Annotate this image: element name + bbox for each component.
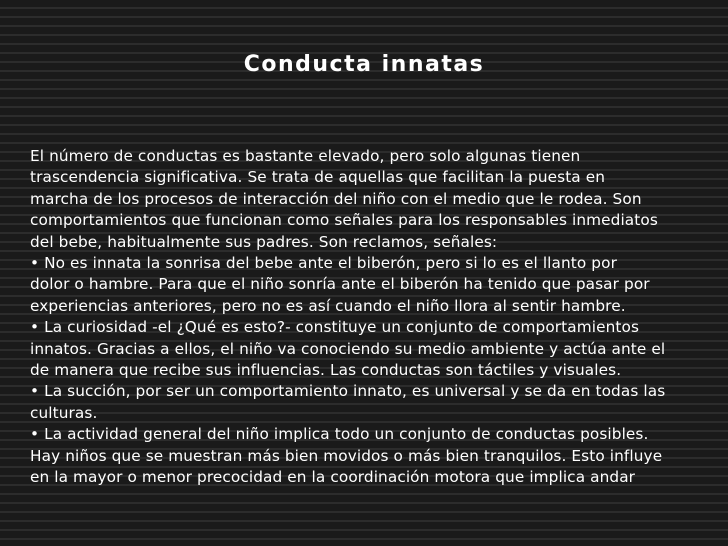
slide-body xyxy=(30,146,722,489)
body-line: • La curiosidad -el ¿Qué es esto?- constituye un conjunto de comportamientos xyxy=(30,318,640,337)
body-line: comportamientos que funcionan como señales para los responsables inmediatos xyxy=(30,211,658,230)
body-line: experiencias anteriores, pero no es así cuando el niño llora al sentir hambre. xyxy=(30,296,626,315)
body-line: • La succión, por ser un comportamiento innato, es universal y se da en todas las xyxy=(30,382,666,401)
body-line: • La actividad general del niño implica todo un conjunto de conductas posibles. xyxy=(30,425,649,444)
body-line: culturas. xyxy=(30,403,98,422)
body-line: trascendencia significativa. Se trata de aquellas que facilitan la puesta en xyxy=(30,168,606,187)
body-line: del bebe, habitualmente sus padres. Son reclamos, señales: xyxy=(30,232,498,251)
body-line: en la mayor o menor precocidad en la coordinación motora que implica andar xyxy=(30,468,636,487)
body-line: de manera que recibe sus influencias. Las conductas son táctiles y visuales. xyxy=(30,361,622,380)
body-line: dolor o hambre. Para que el niño sonría ante el biberón ha tenido que pasar por xyxy=(30,275,650,294)
slide-title: Conducta innatas xyxy=(243,52,485,77)
body-line: Hay niños que se muestran más bien movidos o más bien tranquilos. Esto influye xyxy=(30,446,663,465)
body-line: marcha de los procesos de interacción del niño con el medio que le rodea. Son xyxy=(30,189,642,208)
body-line: • No es innata la sonrisa del bebe ante el biberón, pero si lo es el llanto por xyxy=(30,254,617,273)
body-line: El número de conductas es bastante elevado, pero solo algunas tienen xyxy=(30,147,581,165)
body-line: innatos. Gracias a ellos, el niño va conociendo su medio ambiente y actúa ante el xyxy=(30,339,666,358)
